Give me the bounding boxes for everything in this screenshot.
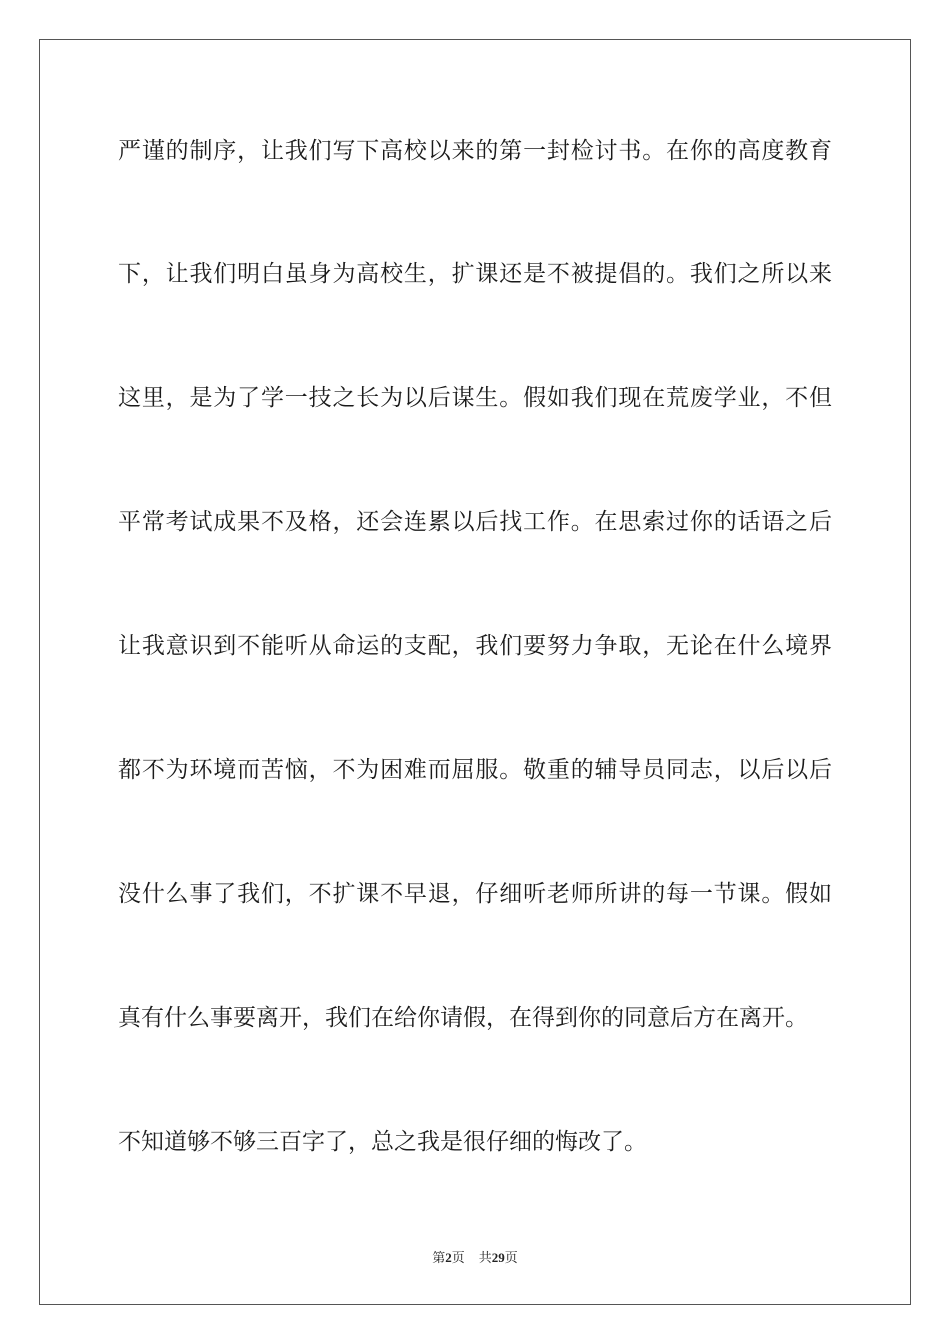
- body-text-line-7: 没什么事了我们，不扩课不早退，仔细听老师所讲的每一节课。假如: [118, 881, 832, 907]
- total-suffix: 页: [504, 1250, 518, 1265]
- body-text-line-3: 这里，是为了学一技之长为以后谋生。假如我们现在荒废学业，不但: [118, 385, 832, 411]
- page-number: 2: [445, 1250, 452, 1265]
- body-text-line-5: 让我意识到不能听从命运的支配，我们要努力争取，无论在什么境界: [118, 633, 832, 659]
- page-border: [39, 39, 911, 1305]
- total-prefix: 共: [478, 1250, 492, 1265]
- body-text-line-2: 下，让我们明白虽身为高校生，扩课还是不被提倡的。我们之所以来: [118, 261, 832, 287]
- page-suffix: 页: [451, 1250, 465, 1265]
- body-text-line-9: 不知道够不够三百字了，总之我是很仔细的悔改了。: [118, 1129, 647, 1155]
- page-footer: [0, 1247, 950, 1266]
- body-text-line-8: 真有什么事要离开，我们在给你请假，在得到你的同意后方在离开。: [118, 1005, 808, 1031]
- body-text-line-4: 平常考试成果不及格，还会连累以后找工作。在思索过你的话语之后: [118, 509, 832, 535]
- body-text-line-1: 严谨的制序，让我们写下高校以来的第一封检讨书。在你的高度教育: [118, 138, 832, 164]
- total-pages: 29: [491, 1250, 505, 1265]
- body-text-line-6: 都不为环境而苦恼，不为困难而屈服。敬重的辅导员同志，以后以后: [118, 757, 832, 783]
- page-prefix: 第: [432, 1250, 446, 1265]
